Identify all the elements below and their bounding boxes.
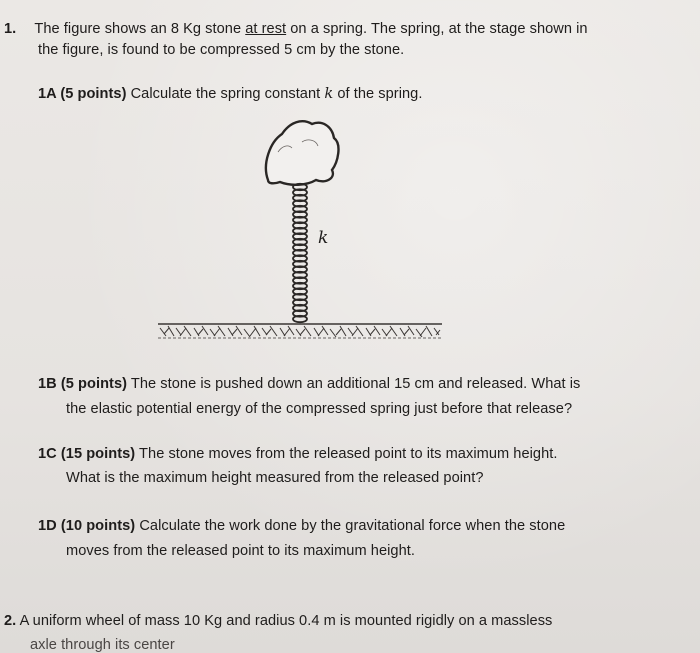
- spring-coil: [293, 184, 307, 322]
- ground-hatching: [158, 324, 442, 338]
- question-1a-text-pre: Calculate the spring constant: [126, 86, 325, 102]
- stone-spring-figure: [150, 112, 450, 352]
- question-1d-line-2: moves from the released point to its maximum height.: [66, 543, 415, 559]
- question-1-text-part-b: on a spring. The spring, at the stage shown in: [286, 21, 588, 37]
- stone: [266, 121, 339, 185]
- question-1-number: 1.: [4, 21, 17, 37]
- question-1-line-1: [4, 21, 588, 37]
- question-2-line-1: [4, 613, 552, 629]
- spring-constant-label: k: [318, 228, 329, 248]
- question-1c-line-1: [38, 446, 557, 462]
- question-1d-label: 1D: [38, 518, 57, 534]
- question-1b-line-2: the elastic potential energy of the compressed spring just before that release?: [66, 401, 573, 417]
- question-1b-label: 1B: [38, 376, 57, 392]
- question-1-line-2: the figure, is found to be compressed 5 cm by the stone.: [38, 42, 405, 58]
- question-1-text-part-a: The figure shows an 8 Kg stone: [34, 21, 246, 37]
- question-1a-label: 1A (5 points): [38, 86, 127, 102]
- question-1c-line-2: What is the maximum height measured from the released point?: [66, 470, 484, 486]
- question-1b-line-1: [38, 376, 580, 392]
- question-1c-text-1: The stone moves from the released point to its maximum height.: [135, 446, 558, 462]
- question-1a-variable: k: [324, 85, 334, 102]
- question-1d-points: (10 points): [60, 518, 136, 534]
- question-1c-label: 1C: [38, 446, 57, 462]
- question-1c-points: (15 points): [60, 446, 136, 462]
- question-1d-line-1: [38, 518, 565, 534]
- question-1d-text-1: Calculate the work done by the gravitational force when the stone: [135, 518, 566, 534]
- question-1a: [38, 85, 422, 102]
- question-1-underlined-text: at rest: [245, 21, 287, 37]
- question-1a-text-post: of the spring.: [333, 86, 423, 102]
- question-1b-text-1: The stone is pushed down an additional 15 cm and released. What is: [127, 376, 581, 392]
- question-2-line-2-partial: axle through its center: [30, 637, 175, 653]
- question-2-text-1: A uniform wheel of mass 10 Kg and radius 0.4 m is mounted rigidly on a massless: [16, 613, 553, 629]
- question-2-number: 2.: [4, 613, 17, 629]
- question-1b-points: (5 points): [60, 376, 128, 392]
